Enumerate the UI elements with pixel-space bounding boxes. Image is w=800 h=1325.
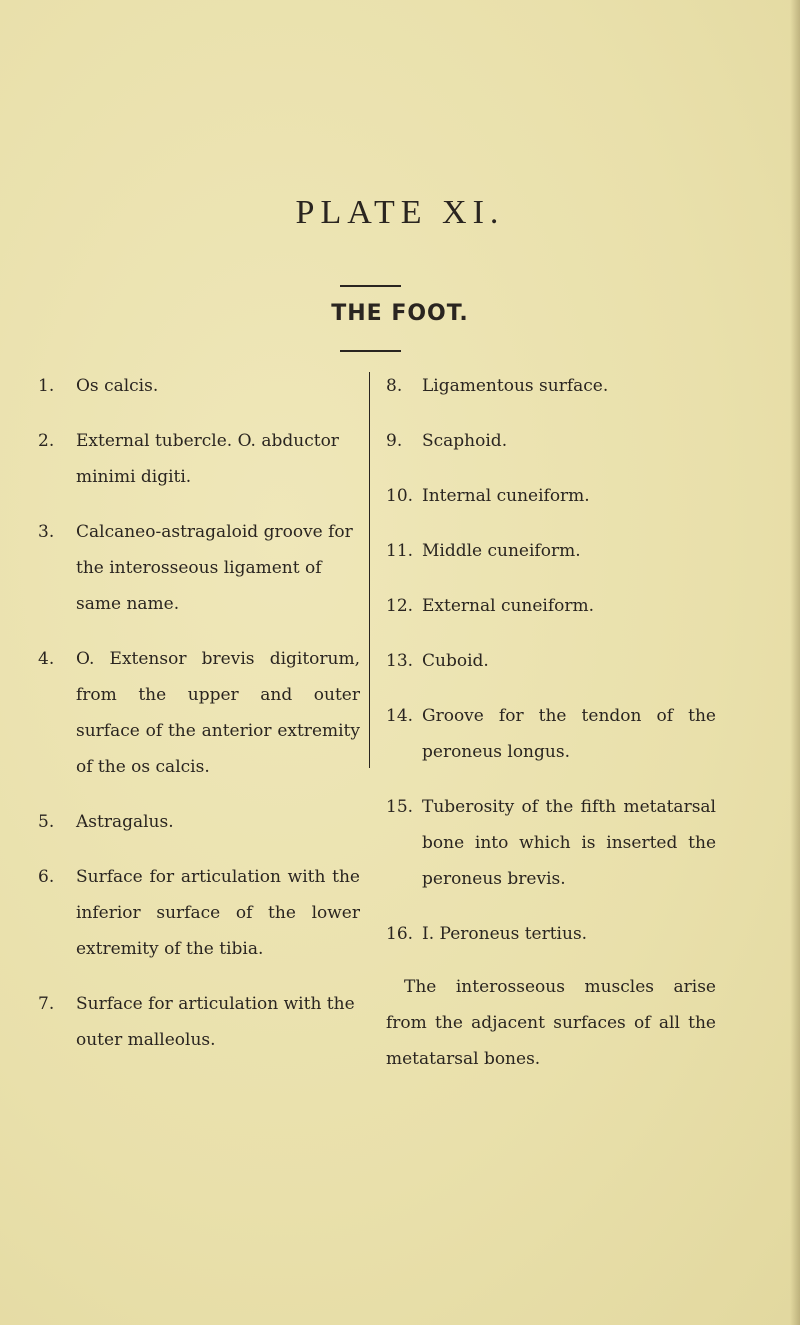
item-text: O. Extensor brevis digitorum, from the upper and outer surface of the anterior extremity of the os calcis.: [76, 649, 360, 777]
item-text: External cuneiform.: [422, 596, 595, 616]
item-number: 5.: [38, 812, 55, 832]
legend-item-11: [386, 533, 716, 569]
item-text: Astragalus.: [76, 812, 174, 832]
item-number: 13.: [386, 651, 414, 671]
item-text: Surface for articulation with the inferior surface of the lower extremity of the tibia.: [76, 867, 360, 959]
item-number: 1.: [38, 376, 55, 396]
legend-item-12: [386, 588, 716, 624]
legend-item-6: [38, 859, 360, 967]
item-number: 16.: [386, 924, 414, 944]
section-title: THE FOOT.: [331, 301, 469, 326]
item-text: Calcaneo-astragaloid groove for the interosseous ligament of same name.: [76, 522, 353, 614]
title-rule-top: [340, 285, 401, 287]
legend-item-2: [38, 423, 360, 495]
legend-item-9: [386, 423, 716, 459]
item-text: Surface for articulation with the outer malleolus.: [76, 994, 355, 1050]
legend-item-4: [38, 641, 360, 785]
item-number: 8.: [386, 376, 403, 396]
legend-item-14: [386, 698, 716, 770]
legend-item-10: [386, 478, 716, 514]
item-number: 3.: [38, 522, 55, 542]
right-column: [386, 368, 716, 1094]
item-number: 15.: [386, 797, 414, 817]
item-number: 10.: [386, 486, 414, 506]
item-number: 2.: [38, 431, 55, 451]
item-text: I. Peroneus tertius.: [422, 924, 588, 944]
item-number: 7.: [38, 994, 55, 1014]
item-text: External tubercle. O. abductor minimi digiti.: [76, 431, 339, 487]
legend-item-1: [38, 368, 360, 404]
item-text: Os calcis.: [76, 376, 159, 396]
item-number: 4.: [38, 649, 55, 669]
item-number: 9.: [386, 431, 403, 451]
legend-item-5: [38, 804, 360, 840]
legend-item-8: [386, 368, 716, 404]
left-column: [38, 368, 360, 1077]
legend-item-16: [386, 916, 716, 952]
legend-item-7: [38, 986, 360, 1058]
column-divider: [369, 372, 370, 768]
item-text: Internal cuneiform.: [422, 486, 590, 506]
title-rule-bottom: [340, 350, 401, 352]
item-number: 14.: [386, 706, 414, 726]
item-number: 11.: [386, 541, 414, 561]
legend-item-3: [38, 514, 360, 622]
item-text: Ligamentous surface.: [422, 376, 609, 396]
item-text: Cuboid.: [422, 651, 489, 671]
item-number: 12.: [386, 596, 414, 616]
item-text: Scaphoid.: [422, 431, 508, 451]
item-text: Groove for the tendon of the peroneus longus.: [422, 706, 716, 762]
item-text: Middle cuneiform.: [422, 541, 581, 561]
interosseous-note: The interosseous muscles arise from the adjacent surfaces of all the metatarsal bones.: [386, 977, 716, 1069]
item-number: 6.: [38, 867, 55, 887]
legend-item-13: [386, 643, 716, 679]
plate-title: PLATE XI.: [295, 194, 505, 231]
item-text: Tuberosity of the fifth metatarsal bone into which is inserted the peroneus brevis.: [422, 797, 716, 889]
legend-item-15: [386, 789, 716, 897]
